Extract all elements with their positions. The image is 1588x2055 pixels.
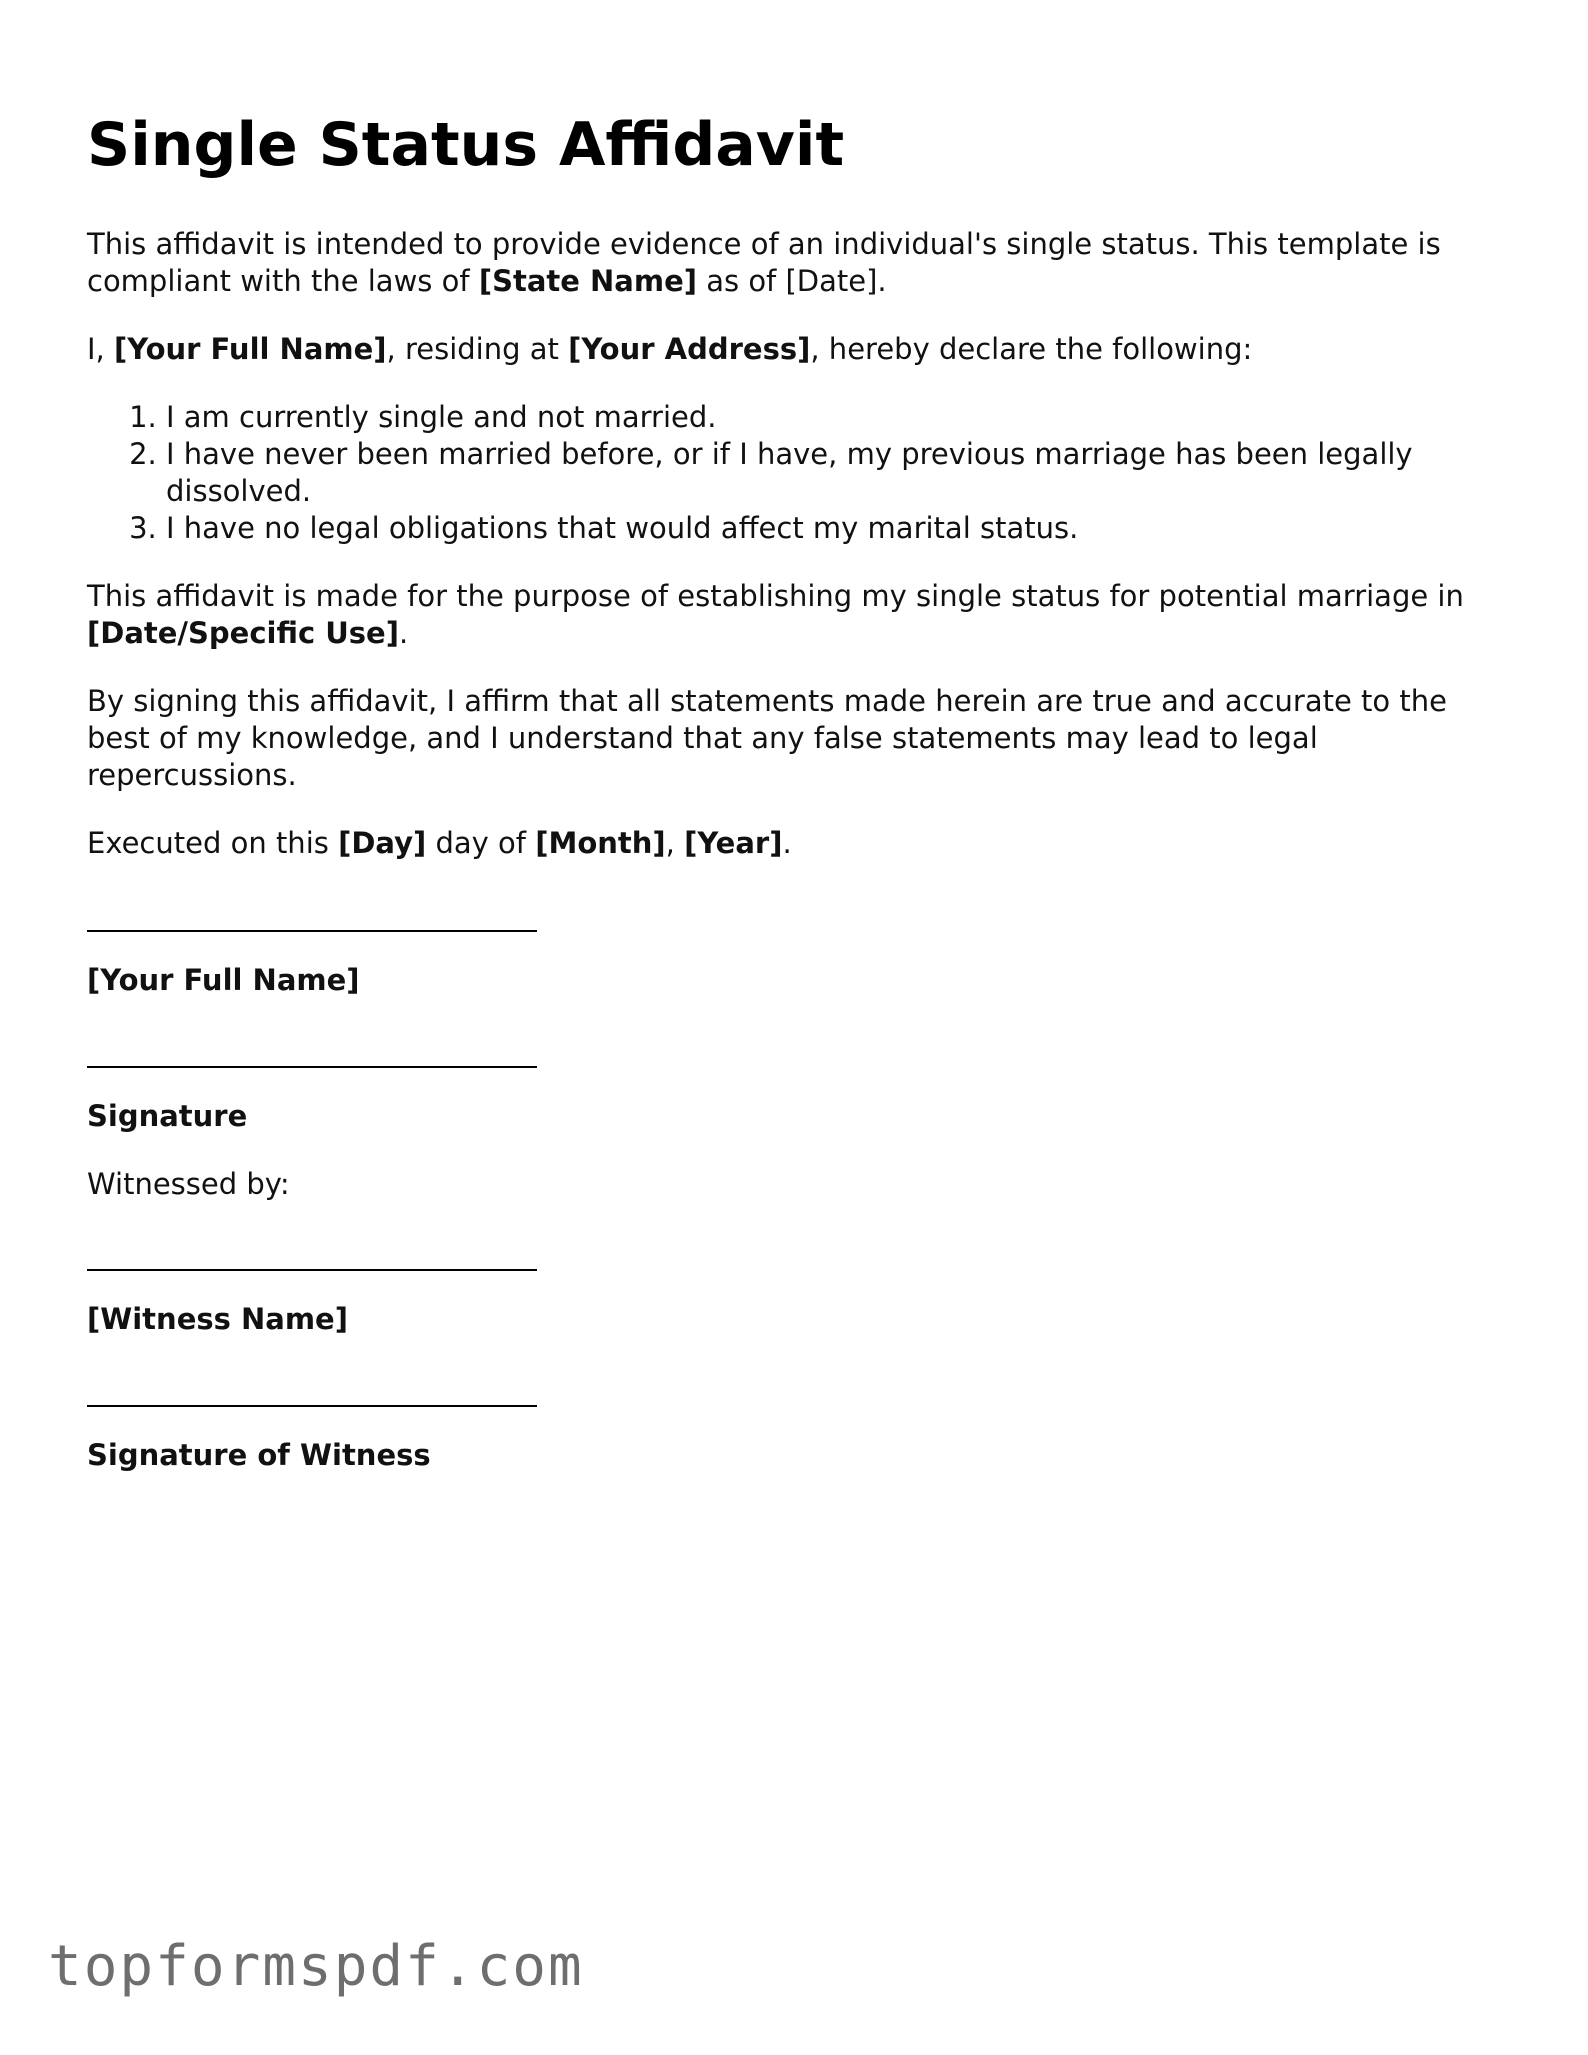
purpose-text-2: .: [398, 616, 409, 650]
document-title: Single Status Affidavit: [87, 110, 845, 180]
signature-label: Signature: [87, 1099, 248, 1133]
executed-text-1: Executed on this: [87, 826, 339, 860]
specific-use-placeholder: [Date/Specific Use]: [87, 616, 399, 650]
executed-text-3: ,: [665, 826, 685, 860]
declaration-paragraph: [87, 331, 1507, 368]
statements-list: [87, 399, 1507, 547]
full-name-line[interactable]: [87, 930, 537, 932]
intro-text-1: This affidavit is intended to provide evidence of an individual's single status. This template is compliant with the laws of: [87, 227, 1441, 298]
declaration-text-2: , residing at: [386, 332, 569, 366]
watermark: topformspdf.com: [48, 1934, 584, 1999]
affirmation-paragraph: By signing this affidavit, I affirm that all statements made herein are true and accurate to the best of my knowledge, and I understand that any false statements may lead to legal repercussions.: [87, 684, 1447, 792]
full-name-label: [Your Full Name]: [87, 963, 360, 997]
witness-name-line[interactable]: [87, 1269, 537, 1271]
witness-signature-block: [87, 1405, 1507, 1474]
witness-signature-line[interactable]: [87, 1405, 537, 1407]
executed-text-4: .: [782, 826, 792, 860]
document-page: [87, 110, 1507, 1474]
declaration-text-1: I,: [87, 332, 114, 366]
statement-item: 2. I have never been married before, or if I have, my previous marriage has been legally dissolved.: [166, 436, 1507, 510]
intro-text-2: as of [Date].: [697, 264, 887, 298]
signature-line[interactable]: [87, 1066, 537, 1068]
full-name-placeholder: [Your Full Name]: [114, 332, 387, 366]
intro-paragraph: [87, 226, 1507, 300]
declaration-text-3: , hereby declare the following:: [810, 332, 1253, 366]
full-name-block: [87, 930, 1507, 999]
executed-text-2: day of: [426, 826, 536, 860]
month-placeholder: [Month]: [535, 826, 666, 860]
witness-signature-label: Signature of Witness: [87, 1438, 431, 1472]
purpose-paragraph: [87, 578, 1507, 652]
witnessed-by-label: Witnessed by:: [87, 1167, 290, 1201]
purpose-text-1: This affidavit is made for the purpose of establishing my single status for potential marriage in: [87, 579, 1464, 613]
state-name-placeholder: [State Name]: [478, 264, 697, 298]
statement-item: 3. I have no legal obligations that would affect my marital status.: [166, 510, 1507, 547]
witness-name-label: [Witness Name]: [87, 1302, 348, 1336]
statement-item: 1. I am currently single and not married.: [166, 399, 1507, 436]
executed-paragraph: [87, 825, 1507, 862]
signature-block: [87, 1066, 1507, 1135]
day-placeholder: [Day]: [338, 826, 427, 860]
address-placeholder: [Your Address]: [568, 332, 811, 366]
witness-name-block: [87, 1269, 1507, 1338]
year-placeholder: [Year]: [684, 826, 783, 860]
